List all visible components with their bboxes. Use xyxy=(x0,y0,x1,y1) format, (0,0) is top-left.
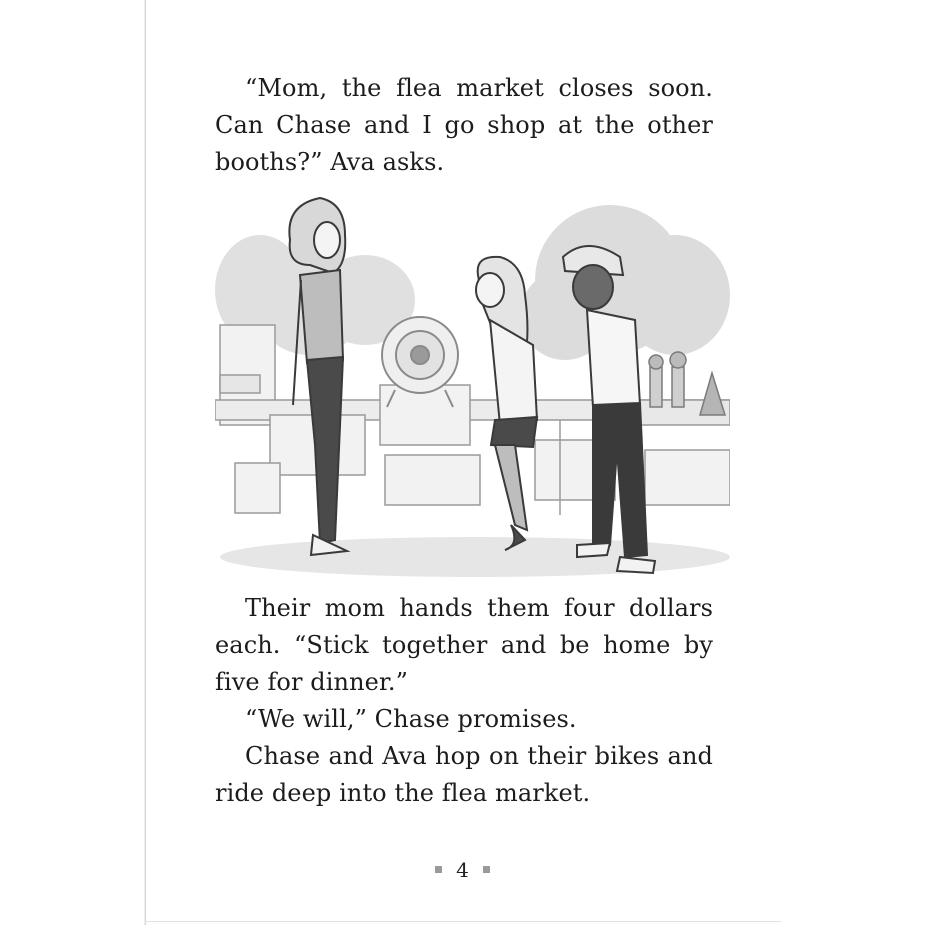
page-number: 4 xyxy=(456,858,469,882)
text-block-top xyxy=(215,70,713,181)
flea-market-illustration xyxy=(215,195,730,580)
folio-ornament-right xyxy=(483,866,490,873)
paragraph-ride-bikes: Chase and Ava hop on their bikes and ride deep into the flea market. xyxy=(215,742,713,807)
paragraph-mom-hands-money: Their mom hands them four dollars each. “Stick together and be home by five for dinner.” xyxy=(215,594,713,696)
folio-ornament-left xyxy=(435,866,442,873)
market-booths xyxy=(215,325,730,515)
paragraph-mom-question: “Mom, the flea market closes soon. Can Chase and I go shop at the other booths?” Ava asks. xyxy=(215,74,713,176)
page-footer xyxy=(0,858,925,882)
paragraph-chase-promises: “We will,” Chase promises. xyxy=(245,705,577,733)
mom-figure xyxy=(289,198,347,555)
page-edge xyxy=(145,921,781,922)
text-block-bottom xyxy=(215,590,713,812)
archery-target xyxy=(382,317,458,407)
